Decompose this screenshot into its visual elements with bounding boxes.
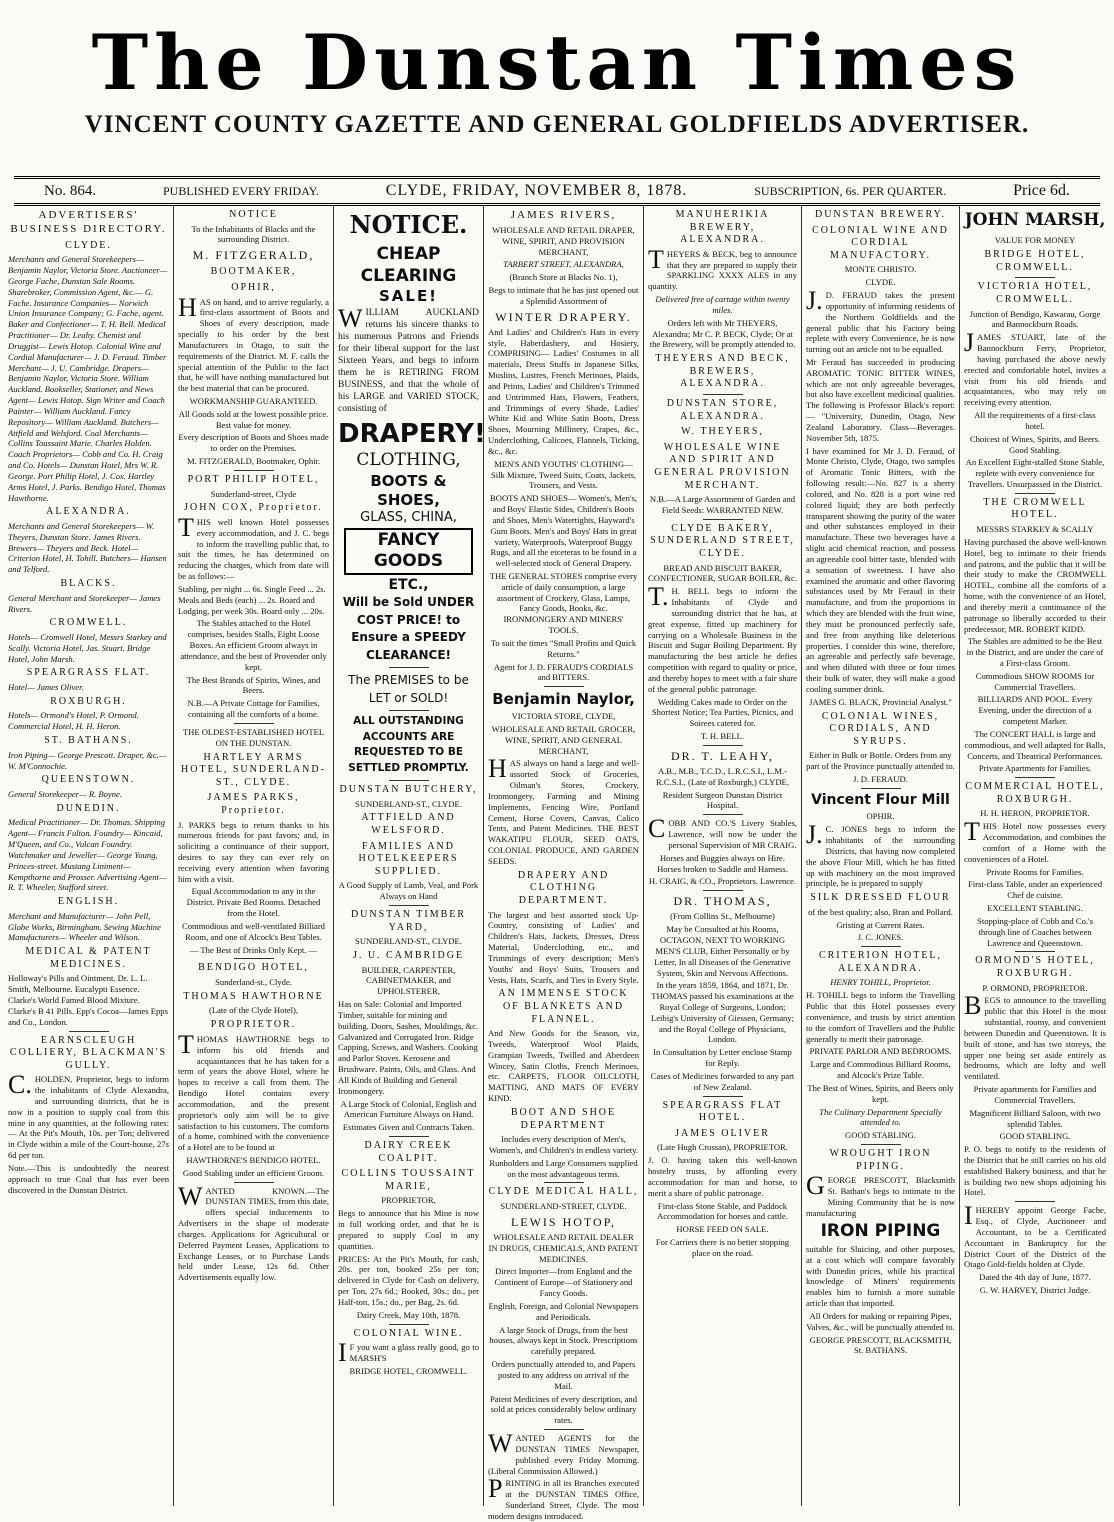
speargrass-entries: Hotel— James Oliver. — [8, 682, 84, 693]
section-clyde: CLYDE. — [65, 239, 112, 251]
hartley-prop: JAMES PARKS, Proprietor. — [207, 792, 300, 816]
hartley-text: J. PARKS begs to return thanks to his numerous friends for past favors; and, in soliciting a continuance of their support, desires to say they can ever rely on receiving every attention when favoring him with a visit. — [178, 819, 329, 884]
blacks-entries: General Merchant and Storekeeper— James Rivers. — [8, 592, 161, 614]
commercial-text: THIS Hotel now possesses every Accommodation, and combines the comfort of a Home with the conveniences of a Hotel. — [964, 817, 1106, 864]
brewery-text: THEYERS & BECK, beg to announce that they are prepared to supply their SPARKLING XXXX ALES in any quantity. — [648, 244, 797, 292]
ormond-billiard: Magnificent Billiard Saloon, with two splendid Tables. — [969, 1107, 1101, 1129]
cromwell-concert: The CONCERT HALL is large and commodious, and well adapted for Balls, Concerts, and Theatrical Performances. — [964, 728, 1106, 761]
rivers-trade: WHOLESALE AND RETAIL DRAPER, WINE, SPIRIT, AND PROVISION MERCHANT, — [492, 224, 635, 257]
clothing-display: CLOTHING, — [356, 450, 461, 471]
cobb-horses: Horses and Buggies always on Hire. Horses broken to Saddle and Harness. — [657, 852, 788, 874]
marsh-hotel: BRIDGE HOTEL, CROMWELL. — [349, 1365, 468, 1376]
accounts: ALL OUTSTANDING ACCOUNTS ARE REQUESTED TO BE SETTLED PROMPTLY. — [348, 714, 469, 775]
colliery-text: C.HOLDEN, Proprietor, begs to inform the inhabitants of Clyde Alexandra, and surrounding districts, that he is now in a position to supply coal from this mine in any quantities, at the following rates:— At the Pit's Mouth, 10s. per Ton; delivered in Clyde within a mile of the Court-house, 27s 6d per ton. — [8, 1070, 169, 1161]
dunedin-entries: Medical Practitioner— Dr. Thomas. Shipping Agent— Francis Fulton. Foundry— Kincaid, M'Queen, and Co., Vulcan Foundry. Watchmaker and Jeweller— George Young, Princes-street. Mustang Liniment— Kempthorne and Prosser. Advertising Agent— R. T. Wheeler, Stafford street. — [8, 817, 167, 893]
column-4 — [484, 206, 644, 1521]
timber-estimates: Estimates Given and Contracts Taken. — [342, 1122, 475, 1133]
timber-stock: A Large Stock of Colonial, English and American Furniture Always on Hand. — [340, 1098, 477, 1120]
hotop-text: Direct Importer—from England and the Continent of Europe—of Stationery and Fancy Goods. — [494, 1266, 633, 1299]
rivers-street: TARBERT STREET, ALEXANDRA, — [503, 259, 624, 270]
port-philip-prop: JOHN COX, Proprietor. — [184, 502, 323, 514]
feraud-report: I have examined for Mr J. D. Feraud, of Monte Christo, Clyde, Otago, two samples of Aromatic Tonic Bitters, with the following result:—No. 827 is a sherry colored, and No. 828 is a port wine red colored liquid; they are both perfectly transparent showing the purity of the water and other substances employed in their manufacture. These two beverages have a slight acid chemical reaction, and possess an agreeable cool bitter taste, blended with a sensation of sweetness. I have also examined the aromatic and other flavoring substances used by Mr Feraud in their manufacture, and from the proportions in which they are blended with the fruit wine, they must be pronounced perfectly safe, and free from anything like deleterious properties. I consider this wine, therefore, an agreeable and perfectly safe beverage, and when diluted with three or four times their bulk of water, they will make a good cooling summer drink. — [806, 445, 955, 694]
medical-hall-street: SUNDERLAND-STREET, CLYDE. — [500, 1201, 627, 1211]
collins-name: COLLINS TOUSSAINT MARIE, — [341, 1168, 476, 1192]
thomas-from: (From Collins St., Melbourne) — [670, 911, 775, 922]
columns — [4, 206, 1110, 1521]
criterion-billiard: Large and Commodious Billiard Rooms, and Alcock's Prize Table. — [810, 1059, 951, 1081]
english-entries: Merchant and Manufacturer— John Pell, Globe Works, Birmingham. Sewing Machine Manufacturers— Wheeler and Wilson. — [8, 910, 161, 943]
price: Price 6d. — [1013, 182, 1070, 199]
black-sign: JAMES G. BLACK, Provincial Analyst." — [809, 696, 952, 707]
naylor-runholders: Runholders and Large Consumers supplied on the most advantageous terms. — [489, 1157, 638, 1179]
cheap-clearing: CHEAP CLEARING — [360, 244, 457, 286]
published-note: PUBLISHED EVERY FRIDAY. — [162, 183, 319, 198]
section-alexandra: ALEXANDRA. — [46, 506, 131, 518]
commercial-rooms: Private Rooms for Families. — [986, 866, 1084, 877]
collins-text: Begs to announce that his Mine is now in full working order, and that he is prepared to supply Coal in any quantities. — [338, 1208, 479, 1251]
prescott-text: GEORGE PRESCOTT, Blacksmith St. Bathan's begs to intimate to the Mining Community that he is now manufacturing — [806, 1171, 955, 1218]
naylor-trade: WHOLESALE AND RETAIL GROCER, WINE, SPIRIT, AND GENERAL MERCHANT, — [491, 723, 636, 756]
bendigo-text: THOMAS HAWTHORNE begs to inform his old friends and acquaintances that he has taken for a term of years the above Hotel, where he hopes to receive a call from them. The Bendigo Hotel contains every accommodation, and the present proprietor's only aim will be to give satisfaction to his customers. The comforts of a home, combined with the convenience of a Hotel are to be found at — [178, 1029, 329, 1153]
butchery-owners: ATTFIELD AND WELSFORD. — [361, 812, 456, 836]
fitzgerald-text: HAS on hand, and to arrive regularly, a first-class assortment of Boots and Shoes of every description, made specially to his order by the best Manufacturers in Otago, to suit the requirements of the District. M. F. calls the special attention of the Public to the fact that, he will have nothing manufactured but the best material that can be procured. — [178, 292, 329, 394]
dunstan-store-trade: WHOLESALE WINE AND SPIRIT AND GENERAL PROVISION MERCHANT. — [654, 441, 791, 491]
collins-prices: PRICES: At the Pit's Mouth, for cash, 20s. per ton, booked 25s per ton; delivered in Clyde for Cash on delivery, per Ton, 27s 6d.; Booked, 30s.; do., per Half-ton, 15s.; do., per Bag, 2s. 6d. — [338, 1253, 479, 1307]
rivers-branch: (Branch Store at Blacks No. 1), — [509, 272, 618, 283]
butchery-name: DUNSTAN BUTCHERY, — [339, 783, 478, 795]
criterion-prop: HENRY TOHILL, Proprietor. — [830, 977, 931, 988]
bendigo-late: (Late of the Clyde Hotel), — [208, 1005, 298, 1016]
commercial-coach: Stopping-place of Cobb and Co.'s through line of Coaches between Lawrence and Queenstown. — [977, 915, 1093, 948]
flour-mill-quality: of the best quality; also, Bran and Pollard. — [808, 906, 953, 917]
winter-drapery: WINTER DRAPERY. — [495, 309, 632, 324]
dateline — [14, 176, 1100, 206]
column-3 — [334, 206, 484, 1506]
bathans-entries: Iron Piping— George Prescott. Draper, &c.— W. M'Connochie. — [8, 749, 167, 771]
fitzgerald-sign: M. FITZGERALD, Bootmaker, Ophir. — [186, 456, 321, 467]
flour-mill-name: Vincent Flour Mill — [811, 791, 950, 808]
criterion-text: H. TOHILL begs to inform the Travelling Public that this Hotel possesses every convenience, and trusts by strict attention to the comfort of Travellers and the Public generally to merit their patronage. — [806, 990, 955, 1044]
feraud-sign: J. D. FERAUD. — [853, 773, 908, 784]
premises: The PREMISES to be LET or SOLD! — [348, 672, 469, 705]
newspaper-subtitle: VINCENT COUNTY GAZETTE AND GENERAL GOLDFIELDS ADVERTISER. — [84, 111, 1030, 138]
sale-word: SALE! — [378, 287, 439, 306]
fitzgerald-place: OPHIR, — [231, 281, 276, 293]
rivers-name: JAMES RIVERS, — [510, 209, 617, 221]
section-blacks: BLACKS. — [60, 578, 117, 590]
speargrass-owner: JAMES OLIVER — [675, 1127, 770, 1139]
timber-trades: BUILDER, CARPENTER, CABINETMAKER, and UPHOLSTERER, — [361, 964, 456, 997]
port-philip-stables: The Stables attached to the Hotel comprises, besides Stalls, Eight Loose Boxes. An efficient Groom always in attendance, and the best of Provender only kept. — [180, 618, 327, 672]
brewery-delivered: Delivered free of cartage within twenty miles. — [655, 294, 790, 315]
naylor-blankets: AN IMMENSE STOCK OF BLANKETS AND FLANNEL. — [498, 988, 629, 1025]
colliery-heading: EARNSCLEUGH COLLIERY, BLACKMAN'S GULLY. — [9, 1034, 168, 1071]
alexandra-entries: Merchants and General Storekeepers— W. Theyers, Dunstan Store. James Rivers. Brewers— Theyers and Beck. Hotel— Criterion Hotel, H. Tohill. Butchers— Hansen and Telford. — [8, 520, 167, 575]
thomas-years: In the years 1859, 1864, and 1871, Dr. THOMAS passed his examinations at the Royal College of Surgeons, London; Leibig's University of Giessen, Germany; and the Royal College of Physicians, London. — [650, 980, 795, 1045]
thomas-text: May be Consulted at his Rooms, OCTAGON, NEXT TO WORKING MEN'S CLUB, Either Personally or by Letter, In all Diseases of the Generative System, Skin and Nervous Affections. — [654, 924, 791, 978]
drapery-display: DRAPERY! — [338, 418, 486, 449]
column-5 — [644, 206, 802, 1506]
auckland-text: WILLIAM AUCKLAND returns his sincere thanks to his numerous Patrons and Friends for their liberal support for the last Sixteen Years, and begs to inform them he is RETIRING FROM BUSINESS, and that the whole of his LARGE and VARIED STOCK, consisting of — [338, 303, 479, 414]
naylor-boot: BOOT AND SHOE DEPARTMENT — [510, 1106, 617, 1131]
bridge-hotel: BRIDGE HOTEL, CROMWELL. — [984, 249, 1086, 273]
commercial-prop: H. H. HERON, PROPRIETOR. — [980, 808, 1090, 819]
section-medical: MEDICAL & PATENT MEDICINES. — [25, 946, 152, 970]
speargrass-stable: First-class Stone Stable, and Paddock Accommodation for horses and cattle. — [656, 1200, 788, 1222]
marsh-text: IF you want a glass really good, go to MARSH'S — [338, 1338, 479, 1368]
criterion-rooms: PRIVATE PARLOR AND BEDROOMS. — [809, 1046, 952, 1057]
ormond-text: BEGS to announce to the travelling public that this Hotel is the most substantial, roomy, and convenient between Dunedin and Queenstown. It is built of stone, and has two storeys, the upper one being set aside entirely as bedrooms, which are lofty and well ventilated. — [964, 991, 1106, 1082]
flour-mill-grist: Gristing at Current Rates. — [836, 919, 925, 930]
sold-under: Will be Sold UNDER COST PRICE! to Ensure a SPEEDY CLEARANCE! — [342, 595, 475, 662]
medical-entries: Holloway's Pills and Ointment. Dr. L. L. Smith, Melbourne. Eucalypti Essence. Clarke's World Famed Blood Mixture. Clarke's B 41 Pills. Epp's Cocoa—James Epps and Co., London. — [8, 973, 168, 1027]
bakery-sign: T. H. BELL. — [700, 731, 745, 742]
bendigo-name: BENDIGO HOTEL, — [198, 962, 309, 974]
rivers-boots: BOOTS AND SHOES— Women's, Men's, and Boys' Elastic Sides, Children's Boots and Shoes, Men's Watertights, Hayward's Gum Boots. Men's and Boys' Hats in great variety, Waterproofs, Waterproof Buggy Rugs, and all the etceteras to be found in a well-selected stock of General Drapery. — [490, 493, 637, 569]
speargrass-text: J. O. having taken this well-known hostelry trusts, by affording every accommodation for man and horse, to merit a share of public patronage. — [648, 1155, 797, 1198]
fitzgerald-repair: Every description of Boots and Shoes made to order on the Premises. — [178, 432, 329, 454]
clyde-entries: Merchants and General Storekeepers— Benjamin Naylor, Victoria Store. Auctioneer— George Fache, Dunstan Sale Rooms. Sharebroker, Commission Agent, &c.— G. Fache. Insurance Companies— Norwich Union Insurance Company; G. Fache, agent. Baker and Confectioner— T. H. Bell. Medical Practitioner— Dr. Leahy. Chemist and Druggist— Lewis Hotop. Colonial Wine and Cordial Manufacturer— J. D. Feraud. Timber Merchant— J. U. Cambridge. Drapers— Benjamin Naylor, Victoria Store. William Auckland. Bookseller, Stationer, and News Agent— Lewis Hotop. Sign Writer and Coach Painter— William Auckland. Fancy Repository— William Auckland. Butchers— Attfield and Welsford. Coal Merchants— Collins Toussaint Marie. Charles Holden. Coach Proprietors— Cobb and Co. H. Craig and Co. Hotels— Dunstan Hotel, Mrs W. R. George. Port Philip Hotel, J. Cox. Hartley Arms Hotel, J. Parks. Bendigo Hotel, Thomas Hawthorne. — [8, 254, 168, 503]
port-philip-spirits: The Best Brands of Spirits, Wines, and Beers. — [186, 674, 321, 696]
wines-heading: COLONIAL WINES, CORDIALS, AND SYRUPS. — [821, 710, 940, 747]
speargrass-late: (Late Hugh Crossan), PROPRIETOR. — [657, 1142, 788, 1153]
cromwell-text: Having purchased the above well-known Hotel, beg to intimate to their friends and patrons, and the public that it will be their study to make the CROMWELL HOTEL, combine all the comforts of a home, with the convenience of an Hotel, and thereby merit a continuance of the patronage so liberally accorded to their predecessor, MR. ROBERT KIDD. — [964, 536, 1106, 634]
prescott-more: suitable for Sluicing, and other purposes, at a cost which will compare favorably with Dunedin prices, while his practical knowledge of Miners' requirements enables him to furnish a more suitable article than that imported. — [806, 1243, 955, 1309]
naylor-drapery-text: The largest and best assorted stock Up-Country, consisting of Ladies' and Children's Hats, Jackets, Dresses, Dress Material, Underclothing, etc., and Trimmings of every description; Men's Youths' and Boys' Suits, Trousers and Vests, Hats, Scarfs, and Ties in Every Style. — [488, 909, 639, 985]
section-roxburgh: ROXBURGH. — [50, 695, 127, 707]
flour-mill-sign: J. C. JONES. — [857, 932, 904, 943]
clyde-label: CLYDE. — [865, 277, 896, 288]
wine-factory: COLONIAL WINE AND CORDIAL MANUFACTORY. — [812, 224, 949, 261]
leahy-text: Resident Surgeon Dunstan District Hospital. — [662, 789, 783, 811]
hartley-intro: THE OLDEST-ESTABLISHED HOTEL ON THE DUNSTAN. — [182, 726, 325, 748]
mens-clothing: MEN'S AND YOUTHS' CLOTHING— Silk Mixture, Tweed Suits, Coats, Jackets, Trousers, and Vests. — [490, 458, 637, 491]
feraud-agent: Agent for J. D. FERAUD'S CORDIALS and BITTERS. — [493, 661, 634, 683]
directory-heading: ADVERTISERS' BUSINESS DIRECTORY. — [10, 209, 167, 235]
bakery-trade: BREAD AND BISCUIT BAKER, CONFECTIONER, SUGAR BOILER, &c. — [648, 562, 797, 584]
bendigo-prop: PROPRIETOR. — [210, 1019, 297, 1031]
harvey-date: Dated the 4th day of June, 1877. — [979, 1272, 1091, 1283]
commercial-table: First-class Table, under an experienced Chef de cuisine. — [967, 879, 1103, 901]
bendigo-close: HAWTHORNE'S BENDIGO HOTEL. — [186, 1155, 321, 1165]
ormond-prop: P. ORMOND, PROPRIETOR. — [982, 982, 1088, 993]
section-queenstown: QUEENSTOWN. — [41, 774, 136, 786]
notice-title: NOTICE. — [349, 210, 468, 239]
column-1 — [4, 206, 174, 1506]
agents-wanted: WANTED AGENTS for the DUNSTAN TIMES Newspaper, published every Friday Morning. (Liberal Commission Allowed.) — [488, 1429, 639, 1476]
speargrass-carriers: For Carriers there is no better stopping place on the road. — [655, 1237, 790, 1258]
column-7 — [960, 206, 1110, 1506]
glass-display: GLASS, CHINA, — [360, 509, 457, 525]
timber-name: DUNSTAN TIMBER YARD, — [350, 909, 467, 933]
ormond-stabling: GOOD STABLING. — [999, 1131, 1071, 1142]
stuart-stable: An Excellent Eight-stalled Stone Stable, replete with every convenience for Travellers. Unsurpassed in the District. — [965, 457, 1105, 490]
dunstan-brewery: DUNSTAN BREWERY. — [814, 209, 947, 220]
bakery-cakes: Wedding Cakes made to Order on the Shortest Notice; Tea Parties, Picnics, and Soirees catered for. — [651, 696, 794, 729]
bendigo-street: Sunderland-st., Clyde. — [215, 977, 292, 988]
issue-date: CLYDE, FRIDAY, NOVEMBER 8, 1878. — [385, 182, 688, 199]
flour-mill-text: J.C. JONES begs to inform the inhabitants of the surrounding Districts, that having now completed the above Flour Mill, which he has fitted up with machinery on the most improved principle, he is prepared to supply — [806, 820, 955, 889]
criterion-culinary: The Culinary Department Specially attended to. — [819, 1106, 942, 1128]
hartley-billiard: Commodious and well-ventilated Billiard Room, and one of Alcock's Best Tables. — [182, 920, 325, 942]
section-english: ENGLISH. — [57, 896, 120, 908]
timber-owner: J. U. CAMBRIDGE — [352, 950, 465, 962]
feraud-text: J.D. FERAUD takes the present opportunity of informing residents of the Northern Goldfields and the general public that his Factory being replete with every Convenience, he is now turning out an article not to be equalled. — [806, 286, 955, 355]
section-bathans: ST. BATHANS. — [44, 735, 133, 747]
hotop-stock: A large Stock of Drugs, from the best houses, always kept in Stock. Prescriptions carefully prepared. — [489, 1324, 638, 1357]
subscription-note: SUBSCRIPTION, 6s. PER QUARTER. — [754, 183, 947, 198]
marsh-name: JOHN MARSH, — [964, 210, 1106, 230]
printing-text: PRINTING in all its Branches executed at the DUNSTAN TIMES Office, Sunderland Street, Clyde. The most modern designs introduced. — [488, 1474, 639, 1521]
newspaper-title: The Dunstan Times — [91, 18, 1023, 107]
victoria-junction: Junction of Bendigo, Kawarau, Gorge and Bannockburn Roads. — [969, 308, 1101, 330]
cromwell-billiards: BILLIARDS AND POOL. Every Evening, under the direction of a competent Marker. — [977, 694, 1093, 727]
hotop-trade: WHOLESALE AND RETAIL DEALER IN DRUGS, CHEMICALS, AND PATENT MEDICINES. — [488, 1231, 639, 1264]
hartley-accom: Equal Accommodation to any in the District. Private Bed Rooms. Detached from the Hotel. — [186, 886, 321, 919]
etc-display: ETC., — [388, 576, 429, 593]
fitzgerald-goods: All Goods sold at the lowest possible price. Best value for money. — [178, 408, 329, 430]
butchery-supplied: FAMILIES AND HOTELKEEPERS SUPPLIED. — [358, 840, 459, 877]
brewery-name: MANUHERIKIA BREWERY, ALEXANDRA. — [675, 209, 770, 246]
dairy-creek: DAIRY CREEK COALPIT. — [364, 1140, 453, 1164]
section-speargrass: SPEARGRASS FLAT. — [26, 667, 151, 679]
collins-date: Dairy Creek, May 10th, 1878. — [356, 1309, 461, 1320]
port-philip-text: THIS well known Hotel possesses every accommodation, and J. C. begs to inform the travelling public that, to suit the times, he has determined on reducing the charges, which from date will be as follows:— — [178, 512, 329, 582]
stuart-choice: Choicest of Wines, Spirits, and Beers. Good Stabling. — [969, 433, 1101, 455]
ormond-name: ORMOND'S HOTEL, ROXBURGH. — [975, 955, 1095, 979]
section-cromwell: CROMWELL. — [49, 617, 128, 629]
marsh-value: VALUE FOR MONEY — [994, 235, 1076, 246]
flour-mill-flour: SILK DRESSED FLOUR — [810, 892, 951, 904]
iron-heading: WROUGHT IRON PIPING. — [829, 1148, 932, 1172]
collins-prop: PROPRIETOR, — [381, 1195, 436, 1206]
commercial-stabling: EXCELLENT STABLING. — [987, 903, 1083, 914]
harvey-text: IHEREBY appoint George Fache, Esq., of Clyde, Auctioneer and Accountant, to be a Certificated Accountant in Bankruptcy for the District Court of the District of the Otago Gold-fields holden at Clyde. — [964, 1201, 1106, 1270]
boots-display: BOOTS & SHOES, — [370, 471, 447, 509]
rivers-intro: Begs to intimate that he has just opened out a Splendid Assortment of — [488, 285, 639, 306]
cobb-sign: H. CRAIG, & CO., Proprietors. Lawrence. — [648, 876, 797, 887]
ormond-private: Private apartments for Families and Commercial Travellers. — [973, 1084, 1097, 1105]
bendigo-owner: THOMAS HAWTHORNE — [183, 990, 324, 1002]
naylor-blankets-text: And New Goods for the Season, viz, Tweeds, Waterproof Wool Plaids, Grampian Tweeds, Twilled and Aberdeen Wincey, Satin Cloths, French Merinoes, etc. CARPETS, FLOOR OILCLOTH, MATTING, AND MATS OF EVERY KIND. — [488, 1028, 639, 1104]
timber-text: Has on Sale: Colonial and Imported Timber, suitable for mining and building. Doors, Sashes, Mouldings, &c. Galvanized and Corrugated Iron. Ridge Capping, Screws, and Washers. Cooking and Parlor Stoves. Kerosene and Brushware. Paints, Oils, and Glass. And All Kinds of Building and General Ironmongery. — [338, 999, 479, 1096]
dunstan-store-nb: N.B.—A Large Assortment of Garden and Field Seeds: WARRANTED NEW. — [649, 494, 796, 515]
leahy-quals: A.B., M.B., T.C.D., L.R.C.S.I., L.M.-R.C.S.I., (Late of Roxburgh,) CLYDE. — [656, 765, 789, 787]
commercial-name: COMMERCIAL HOTEL, ROXBURGH. — [965, 781, 1105, 805]
ormond-po: P. O. begs to notify to the residents of the District that he still carries on his old established Bakery business, and that he is building two new shops adjoining his Hotel. — [964, 1144, 1106, 1198]
cromwell-owners: MESSRS STARKEY & SCALLY — [976, 524, 1094, 535]
notice-to: To the Inhabitants of Blacks and the surrounding District. — [191, 223, 316, 245]
hartley-drinks: — The Best of Drinks Only Kept. — — [189, 944, 318, 955]
bendigo-stabling: Good Stabling under an efficient Groom. — [182, 1167, 325, 1178]
column-6 — [802, 206, 960, 1506]
medical-hall-name: CLYDE MEDICAL HALL, — [488, 1186, 639, 1198]
butchery-text: A Good Supply of Lamb, Veal, and Pork Always on Hand — [338, 880, 479, 902]
colonial-wine: COLONIAL WINE. — [353, 1327, 464, 1339]
harvey-sign: G. W. HARVEY, District Judge. — [979, 1285, 1091, 1296]
port-philip-name: PORT PHILIP HOTEL, — [187, 473, 320, 485]
fitzgerald-guarantee: WORKMANSHIP GUARANTEED. — [189, 396, 318, 406]
dunstan-store-owner: W. THEYERS, — [681, 426, 764, 438]
naylor-name: Benjamin Naylor, — [492, 690, 635, 709]
fancy-display: FANCY GOODS — [344, 528, 473, 575]
stuart-text: JAMES STUART, late of the Bannockburn Ferry, Proprietor, having purchased the above newly erected and comfortable hotel, invites a visit from his old friends and acquaintances, who may rely on receiving every attention. — [964, 328, 1106, 408]
port-philip-cottage: N.B.—A Private Cottage for Families, containing all the comforts of a home. — [187, 698, 320, 720]
masthead — [0, 0, 1114, 138]
port-philip-rates: Stabling, per night ... 6s. Single Feed ... 2s. Meals and Beds (each) ... 2s. Board and Lodging, per week 30s. Board only ... 20s. — [178, 583, 326, 616]
rivers-general: THE GENERAL STORES comprise every article of daily consumption, a large assortment of Crockery, Glass, Lamps, Fancy Goods, Books, &c. IRONMONGERY AND MINERS' TOOLS. — [489, 570, 638, 636]
stuart-req: All the requirements of a first-class hotel. — [974, 410, 1096, 431]
speargrass-name: SPEARGRASS FLAT HOTEL. — [662, 1099, 783, 1124]
naylor-boot-text: Includes every description of Men's, Women's, and Children's in endless variety. — [488, 1134, 639, 1155]
wines-text: Either in Bulk or Bottle. Orders from any part of the Province punctually attended to. — [806, 750, 955, 772]
naylor-drapery: DRAPERY AND CLOTHING DEPARTMENT. — [517, 869, 610, 906]
roxburgh-entries: Hotels— Ormond's Hotel, P. Ormond. Commercial Hotel, H. H. Heron. — [8, 710, 139, 732]
cromwell-hotel-name: THE CROMWELL HOTEL. — [983, 496, 1087, 521]
leahy-name: DR. T. LEAHY, — [670, 748, 774, 763]
naylor-store: VICTORIA STORE, CLYDE, — [511, 711, 616, 722]
winter-text: And Ladies' and Children's Hats in every style, Haberdashery, and Hosiery, COMPRISING— Ladies' Costumes in all materials, Dress Stuffs in Japanese Silks, Muslins, Lustres, French Merinoes, Plaids, and Prints, Ladies' and Children's Trimmed and Untrimmed Hats, Flowers, Feathers, and Trimmings of every Shade, Ladies' White Kid and White Satin Boots, Dress Shoes, Mourning Millinery, Crapes, &c., Underclothing, Calicoes, Flannels, Ticking, &c., &c. — [488, 326, 639, 456]
cromwell-entries: Hotels— Cromwell Hotel, Messrs Starkey and Scally. Victoria Hotel, Jas. Stuart. Bridge Hotel, John Marsh. — [8, 631, 167, 664]
cobb-text: COBB AND CO.'S Livery Stables, Lawrence, will now be under the personal Supervision of MR CRAIG. — [648, 814, 797, 850]
cromwell-stables: The Stables are admitted to be the Best in the District, and are under the care of a First-class Groom. — [966, 636, 1104, 668]
section-dunedin: DUNEDIN. — [56, 802, 121, 814]
colliery-note: Note.—This is undoubtedly the nearest approach to true Coal that has ever been discovered in the Dunstan District. — [8, 1162, 169, 1195]
wanted-known-text: WANTED KNOWN.—The DUNSTAN TIMES, from this date, offers special inducements to Advertisers in the shape of moderate charges. Applications for Agricultural or Deferred Payment Leases, Applications to Exchange Leases, or to Purchase Lands held under Lease, 12s 6d. Other Advertisements equally low. — [178, 1181, 329, 1283]
dunstan-store-name: DUNSTAN STORE, ALEXANDRA. — [666, 398, 779, 422]
prescott-orders: All Orders for making or repairing Pipes, Valves, &c., will be punctually attended to. — [806, 1310, 955, 1332]
timber-street: SUNDERLAND-ST., CLYDE. — [355, 936, 462, 947]
suit-times: To suit the times "Small Profits and Quick Returns." — [490, 637, 637, 659]
monte-christo: MONTE CHRISTO. — [844, 264, 917, 275]
speargrass-feed: HORSE FEED ON SALE. — [676, 1224, 769, 1235]
prescott-sign: GEORGE PRESCOTT, BLACKSMITH, St. BATHANS. — [809, 1334, 952, 1356]
criterion-name: CRITERION HOTEL, ALEXANDRA. — [818, 950, 943, 974]
thomas-name: DR. THOMAS, — [673, 894, 772, 909]
thomas-consult: In Consultation by Letter enclose Stamp for Reply. — [653, 1047, 792, 1069]
queenstown-entries: General Storekeeper— R. Boyne. — [8, 788, 122, 799]
feraud-bitters: Mr Feraud has succeeded in producing AROMATIC TONIC BITTER WINES, which are not only agreeable beverages, but also have excellent medicinal qualities. The following is Professor Black's report:— "University, Dunedin, Otago, New Zealand Laboratory. Class—Beverages. November 5th, 1875. — [806, 357, 955, 443]
iron-piping: IRON PIPING — [820, 1220, 941, 1241]
hotop-papers: English, Foreign, and Colonial Newspapers and Periodicals. — [488, 1300, 639, 1322]
fitzgerald-trade: BOOTMAKER, — [210, 266, 297, 278]
fitzgerald-name: M. FITZGERALD, — [192, 248, 315, 263]
hotop-orders: Orders punctually attended to, and Papers posted to any address on arrival of the Mail. — [491, 1359, 636, 1391]
bakery-name: CLYDE BAKERY, SUNDERLAND STREET, CLYDE. — [650, 522, 795, 560]
column-2 — [174, 206, 334, 1506]
bakery-text: T.H. BELL begs to inform the Inhabitants of Clyde and surrounding district that he has, at great expense, fitted up machinery for carrying on a Wholesale Business in the Biscuit and Sugar Boiling Department. By manufacturing the best article he defies competition with regard to quality or price, and thereby hopes to meet with a fair share of the general public patronage. — [648, 582, 797, 694]
victoria-name: VICTORIA HOTEL, CROMWELL. — [977, 281, 1093, 306]
criterion-stabling: GOOD STABLING. — [845, 1130, 916, 1141]
notice-heading: NOTICE — [229, 209, 278, 220]
cromwell-private: Private Apartments for Families. — [978, 763, 1092, 774]
hotop-patent: Patent Medicines of every description, and sold at prices considerably below ordinary rates. — [489, 1393, 637, 1426]
cromwell-show: Commodious SHOW ROOMS for Commercial Travellers. — [975, 670, 1095, 692]
brewery-sign: THEYERS AND BECK, BREWERS, ALEXANDRA. — [655, 353, 790, 390]
thomas-cases: Cases of Medicines forwarded to any part of New Zealand. — [650, 1070, 795, 1092]
hotop-name: LEWIS HOTOP, — [510, 1214, 617, 1229]
brewery-orders: Orders left with Mr THEYERS, Alexandra; Mr C. P. BECK, Clyde; Or at the Brewery, will be promptly attended to. — [649, 317, 796, 350]
butchery-street: SUNDERLAND-ST., CLYDE. — [355, 798, 462, 809]
flour-mill-place: OPHIR. — [866, 811, 895, 822]
naylor-text: HAS always on hand a large and well-assorted Stock of Groceries, Oilman's Stores, Crockery, Ironmongery, Farming and Mining Implements, Fencing Wire, Portland Cement, Horse Covers, Canvas, Calico Tents, and Patent Medicines. THE BEST WAKATIPU FLOUR, SEED OATS, COLONIAL PRODUCE, AND GARDEN SEEDS. — [488, 754, 639, 866]
issue-number: No. 864. — [44, 182, 97, 199]
criterion-wines: The Best of Wines, Spirits, and Beers only kept. — [807, 1082, 954, 1104]
hartley-name: HARTLEY ARMS HOTEL, SUNDERLAND-ST., CLYDE. — [181, 751, 326, 788]
port-philip-street: Sunderland-street, Clyde — [210, 488, 297, 499]
